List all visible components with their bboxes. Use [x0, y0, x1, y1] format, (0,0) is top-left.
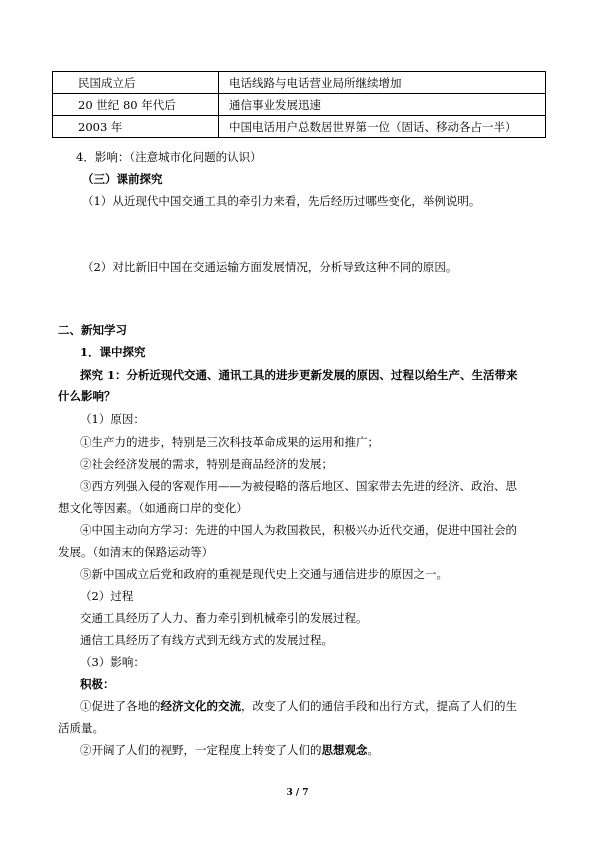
table-cell-period: 民国成立后 — [53, 72, 219, 94]
effect-2-prefix: ②开阔了人们的视野，一定程度上转变了人们的 — [80, 743, 322, 757]
effect-1-suffix: ，改变了人们的通信手段和出行方式，提高了人们的生 — [241, 699, 517, 713]
reason-label: （1）原因： — [80, 412, 145, 426]
pre-class-question-1: （1）从近现代中国交通工具的牵引力来看，先后经历过哪些变化，举例说明。 — [82, 194, 481, 208]
effect-2-suffix: 。 — [367, 743, 379, 757]
effect-1-line-1 — [80, 699, 517, 713]
telecom-history-table — [52, 71, 546, 138]
table-row — [53, 72, 546, 94]
reason-3-line-2: 想文化等因素。（如通商口岸的变化） — [58, 501, 248, 515]
pre-class-heading: （三）课前探究 — [82, 172, 163, 186]
effect-1-emphasis: 经济文化的交流 — [160, 699, 241, 713]
impact-line: 4．影响：（注意城市化问题的认识） — [76, 150, 262, 164]
table-row — [53, 116, 546, 138]
table-cell-event: 中国电话用户总数居世界第一位（固话、移动各占一半） — [219, 116, 546, 138]
reason-5: ⑤新中国成立后党和政府的重视是现代史上交通与通信进步的原因之一。 — [80, 567, 448, 581]
process-2: 通信工具经历了有线方式到无线方式的发展过程。 — [80, 633, 333, 647]
table-cell-event: 通信事业发展迅速 — [219, 94, 546, 116]
inquiry-title-line-1: 探究 1：分析近现代交通、通讯工具的进步更新发展的原因、过程以给生产、生活带来 — [80, 368, 518, 382]
process-1: 交通工具经历了人力、畜力牵引到机械牵引的发展过程。 — [80, 611, 368, 625]
subsection-heading: 1．课中探究 — [80, 345, 146, 359]
page-number: 3 / 7 — [286, 788, 309, 798]
effect-2 — [80, 743, 379, 757]
effect-label: （3）影响： — [80, 655, 145, 669]
table-cell-period: 20 世纪 80 年代后 — [53, 94, 219, 116]
table-cell-event: 电话线路与电话营业局所继续增加 — [219, 72, 546, 94]
positive-label: 积极： — [80, 677, 115, 691]
effect-1-line-2: 活质量。 — [58, 721, 104, 735]
table-cell-period: 2003 年 — [53, 116, 219, 138]
inquiry-title-line-2: 什么影响？ — [58, 389, 116, 403]
pre-class-question-2: （2）对比新旧中国在交通运输方面发展情况，分析导致这种不同的原因。 — [82, 260, 458, 274]
reason-4-line-2: 发展。（如清末的保路运动等） — [58, 545, 214, 559]
table-row — [53, 94, 546, 116]
reason-2: ②社会经济发展的需求，特别是商品经济的发展； — [80, 457, 333, 471]
reason-3-line-1: ③西方列强入侵的客观作用——为被侵略的落后地区、国家带去先进的经济、政治、思 — [80, 479, 517, 493]
reason-1: ①生产力的进步，特别是三次科技革命成果的运用和推广； — [80, 435, 379, 449]
process-label: （2）过程 — [80, 589, 134, 603]
section-heading: 二、新知学习 — [58, 323, 127, 337]
reason-4-line-1: ④中国主动向方学习：先进的中国人为救国救民，积极兴办近代交通，促进中国社会的 — [80, 523, 517, 537]
effect-2-emphasis: 思想观念 — [321, 743, 368, 757]
effect-1-prefix: ①促进了各地的 — [80, 699, 161, 713]
